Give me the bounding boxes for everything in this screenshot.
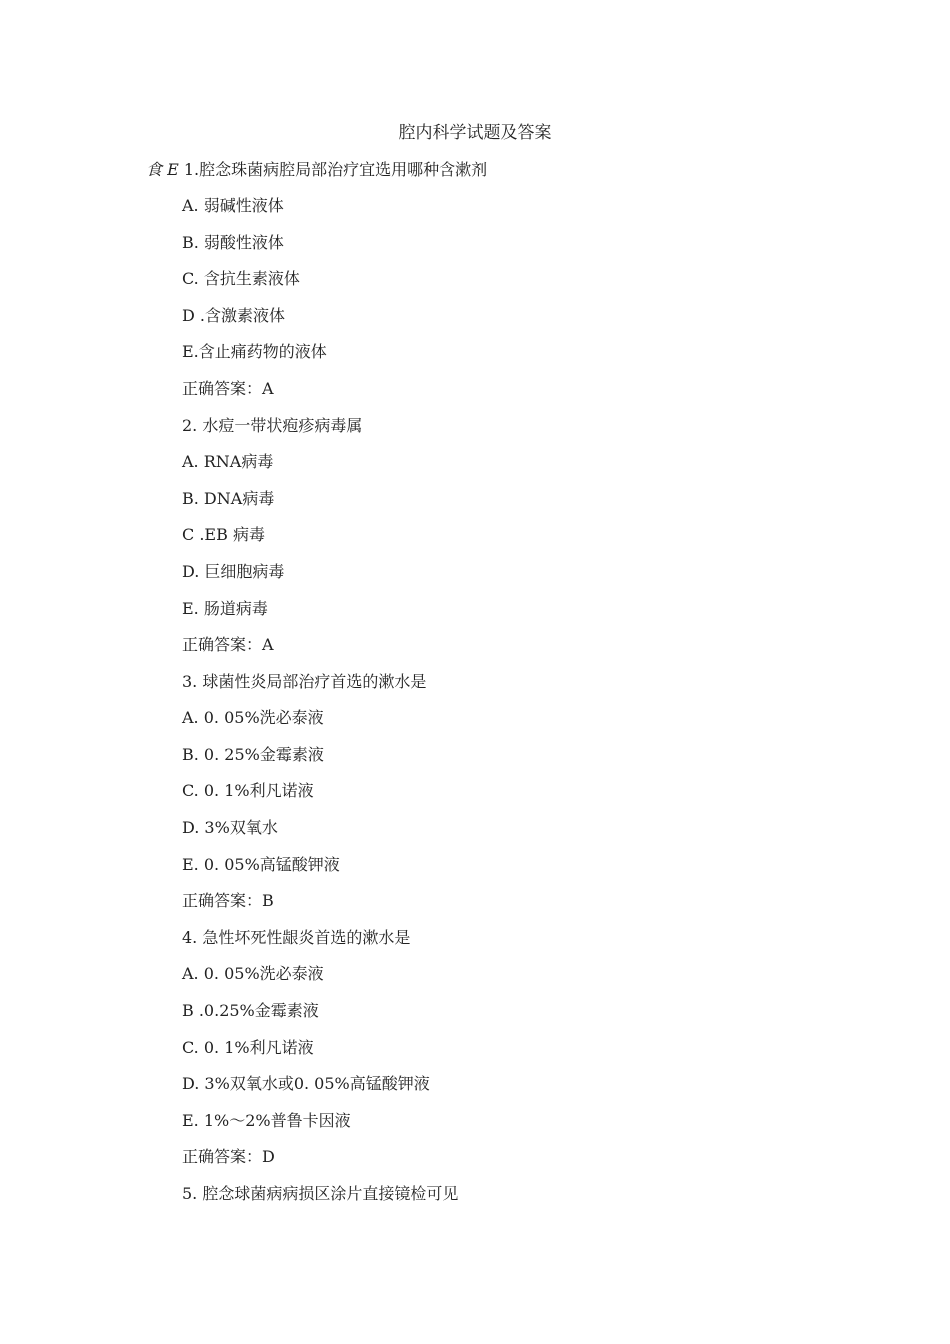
text-line: D. 3%双氧水 <box>182 818 278 837</box>
margin-mark: 食 E <box>146 160 179 179</box>
question-line: 3. 球菌性炎局部治疗首选的漱水是 <box>182 672 427 691</box>
question-line: 5. 腔念球菌病病损区涂片直接镜检可见 <box>182 1184 459 1203</box>
text-line: B. 0. 25%金霉素液 <box>182 745 324 764</box>
question-line: 4. 急性坏死性龈炎首选的漱水是 <box>182 928 411 947</box>
answer-line: 正确答案：B <box>182 891 274 910</box>
text-line: A. RNA病毒 <box>182 452 274 471</box>
text-line: D .含激素液体 <box>182 306 286 325</box>
text-line: B .0.25%金霉素液 <box>182 1001 319 1020</box>
question-1-line <box>146 158 487 182</box>
text-line: D. 巨细胞病毒 <box>182 562 285 581</box>
text-line: C. 0. 1%利凡诺液 <box>182 1038 314 1057</box>
document-title: 腔内科学试题及答案 <box>398 123 552 143</box>
text-line: C. 含抗生素液体 <box>182 269 300 288</box>
text-line: E. 肠道病毒 <box>182 599 268 618</box>
text-line: E. 1%〜2%普鲁卡因液 <box>182 1111 351 1130</box>
text-line: E. 0. 05%高锰酸钾液 <box>182 855 340 874</box>
text-line: E.含止痛药物的液体 <box>182 342 327 361</box>
text-line: B. DNA病毒 <box>182 489 275 508</box>
text-line: C .EB 病毒 <box>182 525 265 544</box>
answer-line: 正确答案：D <box>182 1147 275 1166</box>
question-1-text: 1.腔念珠菌病腔局部治疗宜选用哪种含漱剂 <box>183 160 488 179</box>
text-line: B. 弱酸性液体 <box>182 233 284 252</box>
text-line: A. 弱碱性液体 <box>182 196 284 215</box>
text-line: A. 0. 05%洗必泰液 <box>182 964 324 983</box>
question-line: 2. 水痘一带状疱疹病毒属 <box>182 416 363 435</box>
answer-line: 正确答案：A <box>182 635 274 654</box>
text-line: C. 0. 1%利凡诺液 <box>182 781 314 800</box>
text-line: D. 3%双氧水或0. 05%高锰酸钾液 <box>182 1074 430 1093</box>
answer-line: 正确答案：A <box>182 379 274 398</box>
text-line: A. 0. 05%洗必泰液 <box>182 708 324 727</box>
